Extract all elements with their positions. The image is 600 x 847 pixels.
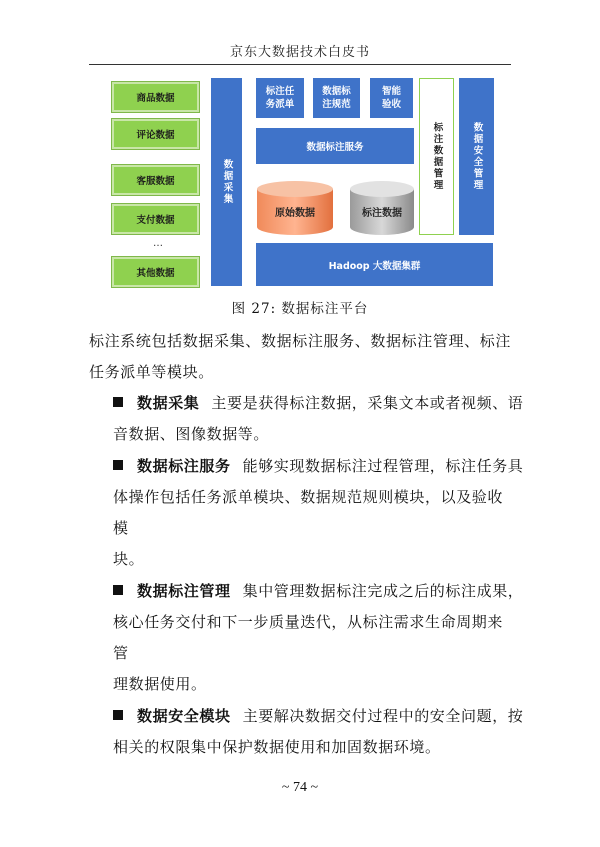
bullet-text: 核心任务交付和下一步质量迭代，从标注需求生命周期来管 <box>113 613 504 662</box>
platform-diagram <box>0 0 600 300</box>
bullet-term: 数据安全模块 <box>137 707 231 725</box>
raw-data-label: 原始数据 <box>275 208 315 219</box>
bullet-text: 主要解决数据交付过程中的安全问题，按 <box>242 707 524 725</box>
page-number: ~ 74 ~ <box>281 780 319 795</box>
bullet-term: 数据标注服务 <box>137 457 231 475</box>
figure-caption: 图 27: 数据标注平台 <box>231 301 369 317</box>
annotation-service-bar: 数据标注服务 <box>256 128 414 164</box>
raw-data-cylinder <box>256 180 334 236</box>
task-label: 数据标注规范 <box>322 86 351 110</box>
bullet-list <box>89 388 524 763</box>
bullet-text: 体操作包括任务派单模块、数据规范规则模块，以及验收模 <box>113 488 504 537</box>
labeled-data-label: 标注数据 <box>362 208 402 219</box>
running-header: 京东大数据技术白皮书 <box>229 45 370 60</box>
bullet-item <box>89 701 524 763</box>
data-security-column: 数据安全管理 <box>459 78 494 235</box>
task-box <box>256 78 304 118</box>
bullet-text: 集中管理数据标注完成之后的标注成果， <box>242 582 524 600</box>
square-bullet-icon <box>113 397 123 407</box>
data-collection-bar: 数据采集 <box>211 78 242 286</box>
square-bullet-icon <box>113 585 123 595</box>
task-box <box>370 78 413 118</box>
bullet-item <box>89 451 524 575</box>
annotation-management-column: 标注数据管理 <box>419 78 454 235</box>
ellipsis: … <box>153 238 163 249</box>
source-box: 商品数据 <box>112 82 199 112</box>
bullet-text: 相关的权限集中保护数据使用和加固数据环境。 <box>113 738 441 756</box>
source-box: 评论数据 <box>112 119 199 149</box>
task-label: 智能验收 <box>381 86 401 110</box>
bullet-text: 块。 <box>113 550 145 568</box>
task-box <box>313 78 360 118</box>
intro-paragraph: 标注系统包括数据采集、数据标注服务、数据标注管理、标注任务派单等模块。 <box>89 332 511 381</box>
bullet-text: 能够实现数据标注过程管理，标注任务具 <box>242 457 524 475</box>
labeled-data-cylinder <box>349 180 415 236</box>
task-label: 标注任务派单 <box>265 86 295 110</box>
source-box: 客服数据 <box>112 165 199 195</box>
bullet-text: 主要是获得标注数据，采集文本或者视频、语 <box>211 394 524 412</box>
hadoop-cluster-bar: Hadoop 大数据集群 <box>256 243 493 286</box>
square-bullet-icon <box>113 710 123 720</box>
bullet-item <box>89 388 524 450</box>
bullet-term: 数据采集 <box>137 394 200 412</box>
bullet-item <box>89 576 524 700</box>
square-bullet-icon <box>113 460 123 470</box>
source-box: 其他数据 <box>112 257 199 287</box>
bullet-text: 音数据、图像数据等。 <box>113 425 270 443</box>
bullet-term: 数据标注管理 <box>137 582 231 600</box>
source-box: 支付数据 <box>112 204 199 234</box>
bullet-text: 理数据使用。 <box>113 675 207 693</box>
